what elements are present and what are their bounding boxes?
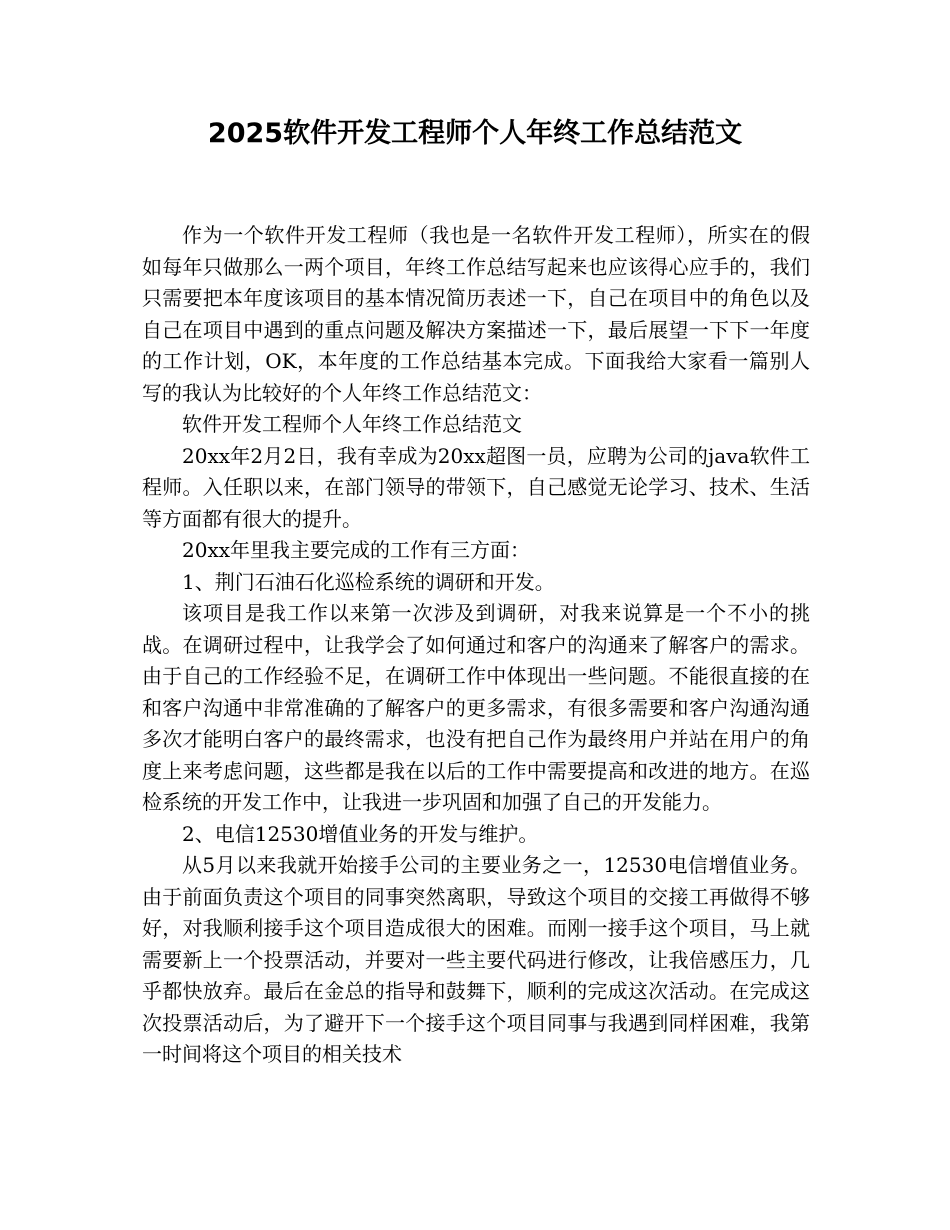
paragraph-item-2-body: 从5月以来我就开始接手公司的主要业务之一，12530电信增值业务。由于前面负责这个项目的同事突然离职，导致这个项目的交接工再做得不够好，对我顺利接手这个项目造成很大的困难。而刚一接手这个项目，马上就需要新上一个投票活动，并要对一些主要代码进行修改，让我倍感压力，几乎都快放弃。最后在金总的指导和鼓舞下，顺利的完成这次活动。在完成这次投票活动后，为了避开下一个接手这个项目同事与我遇到同样困难，我第一时间将这个项目的相关技术 <box>142 853 810 1066</box>
paragraph-intro: 作为一个软件开发工程师（我也是一名软件开发工程师），所实在的假如每年只做那么一两个项目，年终工作总结写起来也应该得心应手的，我们只需要把本年度该项目的基本情况简历表述一下，自己在项目中的角色以及自己在项目中遇到的重点问题及解决方案描述一下，最后展望一下下一年度的工作计划，OK，本年度的工作总结基本完成。下面我给大家看一篇别人写的我认为比较好的个人年终工作总结范文： <box>142 223 810 405</box>
paragraph-hire: 20xx年2月2日，我有幸成为20xx超图一员，应聘为公司的java软件工程师。入任职以来，在部门领导的带领下，自己感觉无论学习、技术、生活等方面都有很大的提升。 <box>142 443 810 531</box>
paragraph-work-summary: 20xx年里我主要完成的工作有三方面： <box>182 538 531 562</box>
paragraph-item-2-heading: 2、电信12530增值业务的开发与维护。 <box>182 821 539 846</box>
paragraph-item-1-body: 该项目是我工作以来第一次涉及到调研，对我来说算是一个不小的挑战。在调研过程中，让我学会了如何通过和客户的沟通来了解客户的需求。由于自己的工作经验不足，在调研工作中体现出一些问题。不能很直接的在和客户沟通中非常准确的了解客户的更多需求，有很多需要和客户沟通沟通多次才能明白客户的最终需求，也没有把自己作为最终用户并站在用户的角度上来考虑问题，这些都是我在以后的工作中需要提高和改进的地方。在巡检系统的开发工作中，让我进一步巩固和加强了自己的开发能力。 <box>142 601 810 814</box>
document-body <box>142 220 810 1071</box>
paragraph-subtitle: 软件开发工程师个人年终工作总结范文 <box>182 412 522 436</box>
document-title: 2025软件开发工程师个人年终工作总结范文 <box>207 118 743 149</box>
paragraph-item-1-heading: 1、荆门石油石化巡检系统的调研和开发。 <box>182 569 555 594</box>
